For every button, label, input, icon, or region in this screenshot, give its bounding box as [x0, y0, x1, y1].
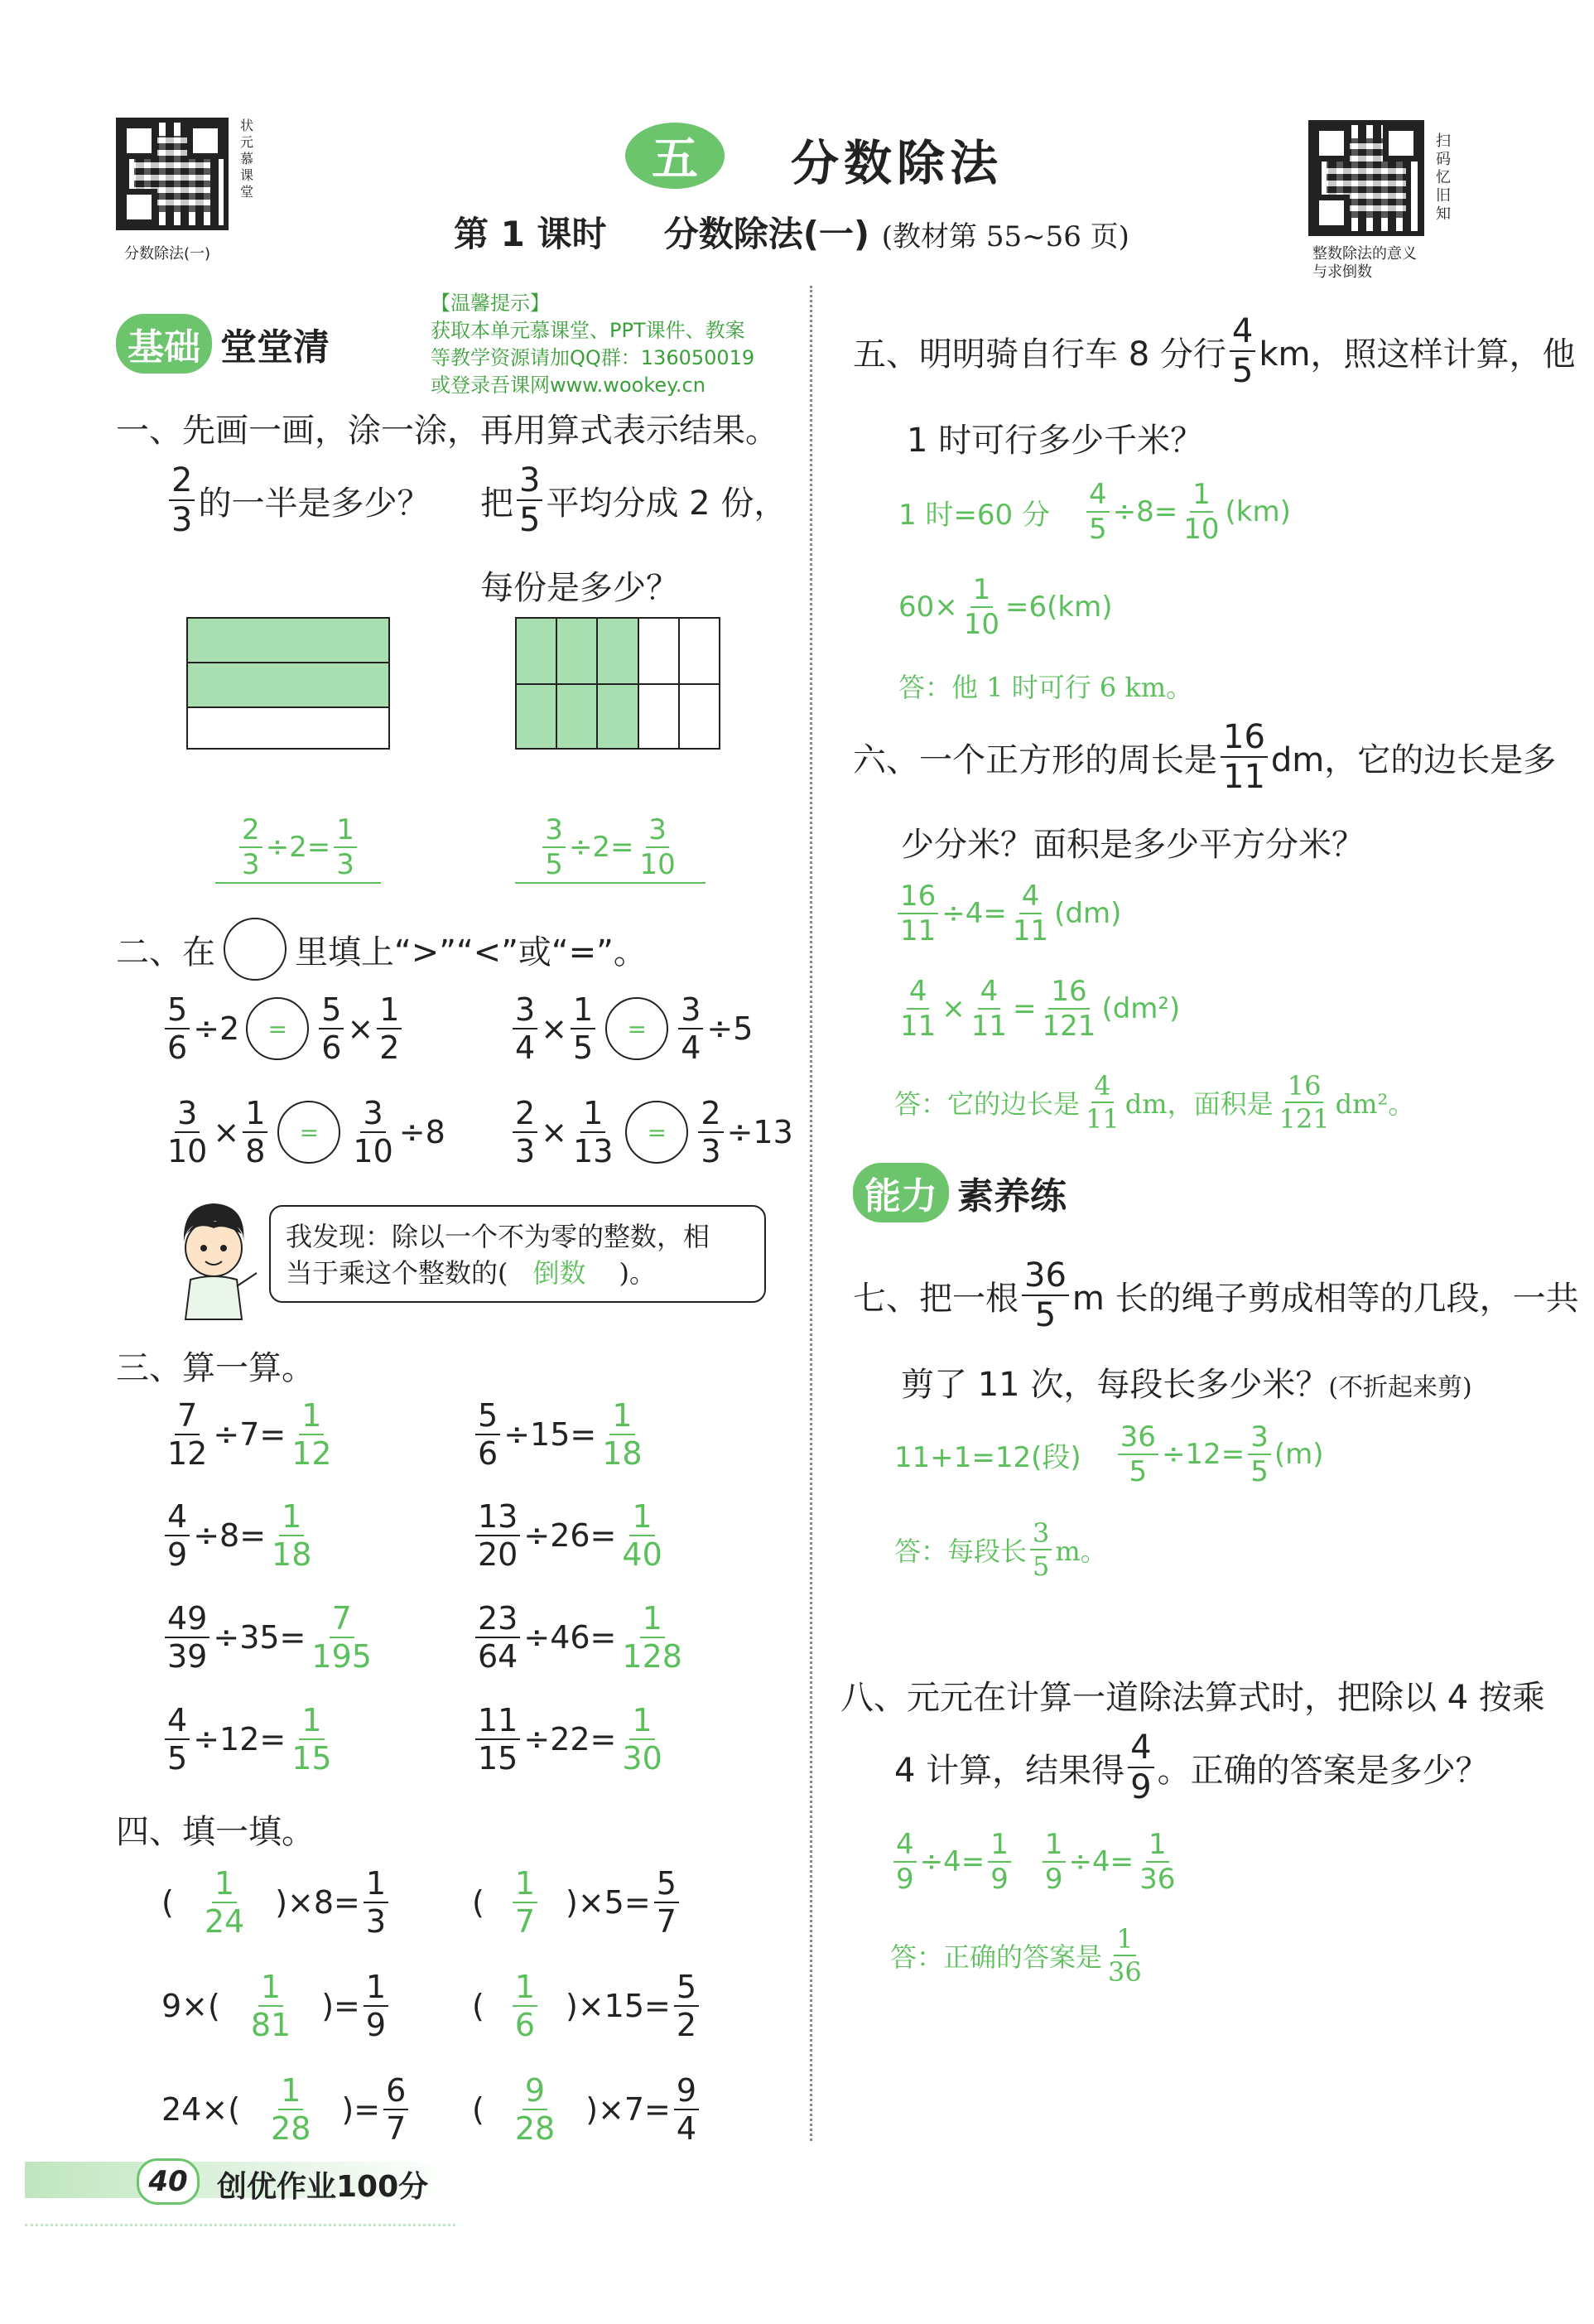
qr-left-side-label: 状元慕课堂 — [240, 118, 254, 200]
q3-item-4: $\frac{13}{20}$ ÷26= $\frac{1}{40}$ — [472, 1501, 668, 1570]
q6-answer-2: $\frac{4}{11}$ × $\frac{4}{11}$ = $\frac{16}{121}$ (dm²) — [900, 975, 1181, 1043]
q4-title: 四、填一填。 — [116, 1813, 315, 1851]
q2-title-a: 二、在 — [116, 933, 215, 972]
compare-circle[interactable]: = — [246, 997, 309, 1060]
q5-line1: 五、明明骑自行车 8 分行 $\frac{4}{5}$ km，照这样计算，他 — [853, 312, 1576, 390]
q3-title: 三、算一算。 — [116, 1349, 315, 1387]
footer-brand: 创优作业100分 — [217, 2170, 429, 2204]
q1-right-question — [480, 461, 787, 539]
discovery-line1: 我发现：除以一个不为零的整数，相 — [286, 1221, 710, 1252]
q3-item-2: $\frac{5}{6}$ ÷15= $\frac{1}{18}$ — [472, 1400, 648, 1469]
page-number: 40 — [148, 2165, 188, 2198]
q1-right-answer-op: ÷2= — [568, 831, 634, 864]
qr-code-left[interactable] — [116, 118, 229, 230]
q1-left-answer-op: ÷2= — [265, 831, 331, 864]
unit-badge — [625, 123, 725, 189]
qr-left-caption: 分数除法(一) — [124, 245, 211, 263]
q8-line1: 八、元元在计算一道除法算式时，把除以 4 按乘 — [840, 1679, 1545, 1717]
q8-answer-2: 答：正确的答案是 $\frac{1}{36}$ — [890, 1923, 1142, 1988]
q3-item-5: $\frac{49}{39}$ ÷35= $\frac{7}{195}$ — [161, 1603, 378, 1672]
shading-diagram-right[interactable] — [515, 617, 720, 750]
textbook-ref: (教材第 55~56 页) — [881, 220, 1129, 253]
tip-line2: 等教学资源请加QQ群：136050019 — [431, 346, 755, 369]
discovery-answer[interactable]: 倒数 — [532, 1257, 586, 1289]
q2-item-1: $\frac{5}{6}$ ÷2 = $\frac{5}{6}$ × $\frac{1}{2}$ — [161, 994, 405, 1063]
q8-answer-1: $\frac{4}{9}$ ÷4= $\frac{1}{9}$ $\frac{1}{9}$ ÷4= $\frac{1}{36}$ — [890, 1830, 1181, 1893]
q3-item-3: $\frac{4}{9}$ ÷8= $\frac{1}{18}$ — [161, 1501, 317, 1570]
q4-row-2: ( $\frac{1}{7}$ ) ×5= $\frac{5}{7}$ — [472, 1868, 682, 1937]
qr-right-side-label: 扫码忆旧知 — [1436, 133, 1451, 223]
q6-line2: 少分米？面积是多少平方分米？ — [901, 826, 1365, 864]
q1-right-question-2: 每份是多少？ — [480, 569, 679, 607]
q7-answer-2: 答：每段长 $\frac{3}{5}$ m。 — [894, 1517, 1107, 1582]
discovery-line2: 当于乘这个整数的( 倒数 )。 — [286, 1257, 657, 1289]
compare-circle[interactable]: = — [625, 1101, 688, 1164]
q2-title — [116, 918, 647, 981]
section-ability-banner — [853, 1164, 1067, 1222]
q2-item-2: $\frac{3}{4}$ × $\frac{1}{5}$ = $\frac{3}{4}$ ÷5 — [509, 994, 753, 1063]
discovery-bubble — [269, 1205, 766, 1303]
fraction: $\frac{3}{5}$ — [517, 464, 542, 537]
q1-left-text: 的一半是多少？ — [198, 484, 431, 523]
q6-line1: 六、一个正方形的周长是 $\frac{16}{11}$ dm，它的边长是多 — [853, 718, 1557, 796]
q5-line2: 1 时可行多少千米？ — [907, 422, 1204, 460]
q1-right-text1: 把 — [480, 484, 513, 523]
lesson-title: 分数除法(一) — [663, 214, 870, 254]
tip-title: 【温馨提示】 — [431, 292, 550, 315]
section-basic-b: 堂堂清 — [220, 326, 330, 369]
fraction: $\frac{2}{3}$ — [169, 464, 195, 537]
q7-line1: 七、把一根 $\frac{36}{5}$ m 长的绳子剪成相等的几段，一共 — [853, 1256, 1579, 1334]
section-ability-b: 素养练 — [957, 1175, 1067, 1217]
q1-left-question — [166, 461, 431, 539]
column-divider — [810, 286, 812, 2141]
tip-box — [431, 290, 754, 399]
qr-right-caption — [1312, 245, 1417, 282]
q5-answer-1: 1 时=60 分 $\frac{4}{5}$ ÷8= $\frac{1}{10}$ (km) — [898, 478, 1291, 546]
unit-title: 分数除法 — [791, 135, 1004, 191]
page-number-badge — [137, 2158, 200, 2205]
sample-circle — [224, 918, 287, 981]
q4-row-3: 9× ( $\frac{1}{81}$ ) = $\frac{1}{9}$ — [161, 1971, 392, 2041]
q5-answer-2: 60× $\frac{1}{10}$ =6(km) — [898, 573, 1113, 641]
q1-right-answer: $\frac{3}{5}$ ÷2= $\frac{3}{10}$ — [515, 816, 706, 884]
tip-line1: 获取本单元慕课堂、PPT课件、教案 — [431, 319, 745, 342]
unit-number: 五 — [652, 133, 698, 186]
q3-item-8: $\frac{11}{15}$ ÷22= $\frac{1}{30}$ — [472, 1704, 668, 1774]
section-ability-a: 能力 — [853, 1163, 949, 1222]
q5-answer-3: 答：他 1 时可行 6 km。 — [898, 672, 1193, 703]
q1-title: 一、先画一画，涂一涂，再用算式表示结果。 — [116, 412, 778, 450]
qr-code-right[interactable] — [1308, 120, 1424, 236]
boy-illustration — [166, 1197, 261, 1321]
compare-circle[interactable]: = — [277, 1101, 340, 1164]
q4-row-4: ( $\frac{1}{6}$ ) ×15= $\frac{5}{2}$ — [472, 1971, 702, 2041]
qr-right-caption-line2: 与求倒数 — [1312, 263, 1372, 281]
q3-item-7: $\frac{4}{5}$ ÷12= $\frac{1}{15}$ — [161, 1704, 338, 1774]
footer-dotted-line — [25, 2224, 455, 2226]
q3-item-1: $\frac{7}{12}$ ÷7= $\frac{1}{12}$ — [167, 1397, 332, 1472]
q6-answer-3: 答：它的边长是 $\frac{4}{11}$ dm，面积是 $\frac{16}{121}$ dm²。 — [894, 1070, 1415, 1135]
q3-item-6: $\frac{23}{64}$ ÷46= $\frac{1}{128}$ — [472, 1603, 688, 1672]
q2-item-3: $\frac{3}{10}$ × $\frac{1}{8}$ = $\frac{3}{10}$ ÷8 — [167, 1095, 445, 1169]
q4-row-1: ( $\frac{1}{24}$ ) ×8= $\frac{1}{3}$ — [161, 1868, 392, 1937]
section-basic-a: 基础 — [116, 314, 212, 374]
q8-line2: 4 计算，结果得 $\frac{4}{9}$ 。正确的答案是多少？ — [894, 1729, 1489, 1806]
shading-diagram-left[interactable] — [186, 617, 390, 750]
tip-line3: 或登录吾课网www.wookey.cn — [431, 374, 706, 397]
q4-row-5: 24× ( $\frac{1}{28}$ ) = $\frac{6}{7}$ — [161, 2075, 412, 2144]
q1-right-text2: 平均分成 2 份， — [546, 484, 787, 523]
qr-right-caption-line1: 整数除法的意义 — [1312, 245, 1417, 263]
q4-row-6: ( $\frac{9}{28}$ ) ×7= $\frac{9}{4}$ — [472, 2075, 702, 2144]
compare-circle[interactable]: = — [605, 997, 668, 1060]
q2-item-4: $\frac{2}{3}$ × $\frac{1}{13}$ = $\frac{2}{3}$ ÷13 — [509, 1097, 793, 1167]
q7-answer-1: 11+1=12(段) $\frac{36}{5}$ ÷12= $\frac{3}{5}$ (m) — [894, 1420, 1324, 1488]
q6-answer-1: $\frac{16}{11}$ ÷4= $\frac{4}{11}$ (dm) — [894, 882, 1121, 945]
q2-title-b: 里填上“>”“<”或“=”。 — [295, 933, 647, 972]
section-basic-banner — [116, 315, 330, 373]
q7-line2: 剪了 11 次，每段长多少米？(不折起来剪) — [901, 1366, 1472, 1404]
lesson-number: 第 1 课时 — [454, 214, 607, 254]
q1-left-answer: $\frac{2}{3}$ ÷2= $\frac{1}{3}$ — [215, 816, 381, 884]
lesson-heading — [454, 207, 1129, 257]
